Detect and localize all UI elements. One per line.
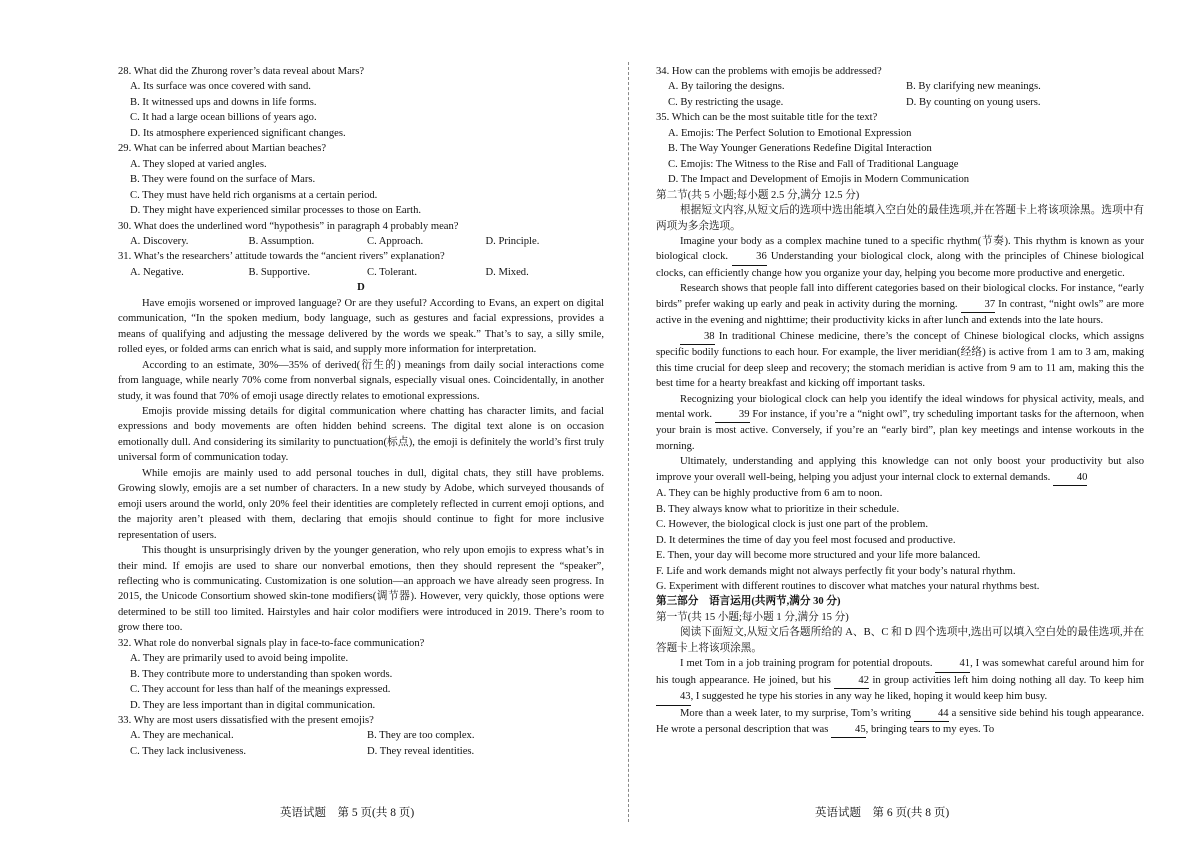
option: C. It had a large ocean billions of years ago. (130, 112, 317, 124)
option: D. They reveal identities. (367, 745, 475, 757)
option: A. They sloped at varied angles. (130, 158, 267, 170)
text: In contrast, “night owls” are more active in the evening and nighttime; their productivity kicks in after lunch and extends into the late hours. (656, 298, 1144, 327)
blank-41: 41 (935, 656, 970, 672)
option: A. Discovery. (130, 235, 189, 247)
text: Understanding your biological clock, along with the principles of Chinese biological clocks, can efficiently change how you organize your day, helping you become more productive and energetic. (656, 251, 1145, 279)
question-35: 35. Which can be the most suitable title for the text? (656, 112, 878, 124)
section-heading: D (357, 282, 365, 294)
option: C. They lack inclusiveness. (130, 745, 247, 757)
option: C. Tolerant. (367, 266, 417, 278)
option: C. Emojis: The Witness to the Rise and Fall of Traditional Language (668, 158, 959, 170)
text: More than a week later, to my surprise, Tom’s writing (680, 707, 911, 719)
left-column (118, 64, 604, 759)
option: C. By restricting the usage. (668, 96, 784, 108)
option: D. Mixed. (485, 266, 529, 278)
choice: F. Life and work demands might not always perfectly fit your body’s natural rhythm. (656, 565, 1016, 577)
blank-38: 38 (680, 329, 715, 345)
blank-37: 37 (961, 297, 996, 313)
choice: A. They can be highly productive from 6 am to noon. (656, 488, 883, 500)
page-footer-right: 英语试题 第 6 页(共 8 页) (815, 807, 950, 819)
passage-paragraph: This thought is unsurprisingly driven by the younger generation, who rely upon emojis to express what’s in their mind. If emojis are used to share our nonverbal emotions, then they should represent the “speaker”, reflecting who is communicating. Customization is one solution—an approach we have already seen progress. In 2015, the Unicode Consortium showed skin-tone modifiers(调节器). However, very quickly, those options were determined to be still too limited. Hairstyles and hair color modifiers were introduced in 2019. There’s room to grow there too. (118, 545, 604, 634)
option: D. Its atmosphere experienced significant changes. (130, 127, 346, 139)
option: B. The Way Younger Generations Redefine Digital Interaction (668, 143, 932, 155)
text: I met Tom in a job training program for potential dropouts. (680, 658, 933, 670)
option: A. Emojis: The Perfect Solution to Emotional Expression (668, 127, 912, 139)
passage-paragraph (656, 706, 1144, 739)
options-row (118, 234, 604, 249)
part3-title: 第三部分 语言运用(共两节,满分 30 分) (656, 596, 841, 608)
passage-paragraph (656, 656, 1144, 705)
passage-paragraph: According to an estimate, 30%—35% of derived(衍生的) meanings from daily social interactions come from language, while nearly 70% come from nonverbal signals, especially visual ones. Coincidentally, in another study, it was found that 70% of emoji usage directly relates to emotional expressions. (118, 359, 604, 402)
option: B. They were found on the surface of Mars. (130, 174, 316, 186)
option: A. They are mechanical. (130, 730, 234, 742)
blank-44: 44 (914, 706, 949, 722)
choice: C. However, the biological clock is just one part of the problem. (656, 519, 929, 531)
passage-paragraph (656, 329, 1144, 392)
option: D. Principle. (485, 235, 540, 247)
question-31: 31. What’s the researchers’ attitude towards the “ancient rivers” explanation? (118, 251, 445, 263)
right-column (656, 64, 1144, 738)
option: B. It witnessed ups and downs in life forms. (130, 96, 317, 108)
text: , I suggested he type his stories in any way he liked, hoping it would keep him busy. (690, 691, 1048, 703)
text: Imagine your body as a complex machine tuned to a specific rhythm(节奏). This rhythm is known as your biological clock. (656, 235, 1144, 263)
text: Recognizing your biological clock can help you identify the ideal windows for physical activity, meals, and mental work. (656, 393, 1144, 420)
section1-instructions: 阅读下面短文,从短文后各题所给的 A、B、C 和 D 四个选项中,选出可以填入空白处的最佳选项,并在答题卡上将该项涂黑。 (656, 627, 1144, 654)
blank-45: 45 (831, 722, 866, 738)
blank-43: 43 (656, 689, 691, 705)
section2-instructions: 根据短文内容,从短文后的选项中选出能填入空白处的最佳选项,并在答题卡上将该项涂黑。选项中有两项为多余选项。 (656, 205, 1144, 232)
choice: G. Experiment with different routines to discover what matches your natural rhythms best. (656, 580, 1040, 592)
question-30: 30. What does the underlined word “hypothesis” in paragraph 4 probably mean? (118, 220, 459, 232)
passage-paragraph (656, 281, 1144, 328)
passage-paragraph (656, 234, 1144, 281)
text: In traditional Chinese medicine, there’s the concept of Chinese biological clocks, which assigns specific bodily functions to each hour. For example, the liver meridian(经络) is active from 1 am to 3 am, making this time crucial for deep sleep and recovery; the stomach meridian is active from 9 am to 11 am, making this the best time for a hearty breakfast and kicking off important tasks. (656, 330, 1144, 390)
option: C. They must have held rich organisms at a certain period. (130, 189, 378, 201)
option: D. The Impact and Development of Emojis in Modern Communication (668, 174, 970, 186)
question-34: 34. How can the problems with emojis be addressed? (656, 66, 882, 77)
option: A. Negative. (130, 266, 184, 278)
option: B. By clarifying new meanings. (906, 81, 1041, 93)
text: , I was somewhat careful around him for his tough appearance. He joined, but his (656, 658, 1144, 686)
option: B. Supportive. (248, 266, 311, 278)
option: B. They contribute more to understanding than spoken words. (130, 668, 393, 680)
passage-paragraph (656, 392, 1144, 455)
option: A. Its surface was once covered with sand. (130, 81, 311, 93)
option: D. By counting on young users. (906, 96, 1041, 108)
question-28: 28. What did the Zhurong rover’s data reveal about Mars? (118, 66, 365, 77)
blank-36: 36 (732, 249, 767, 265)
choice: E. Then, your day will become more structured and your life more balanced. (656, 550, 981, 562)
option: B. They are too complex. (367, 730, 475, 742)
question-29: 29. What can be inferred about Martian beaches? (118, 143, 327, 155)
option: D. They are less important than in digital communication. (130, 699, 376, 711)
option: A. They are primarily used to avoid being impolite. (130, 653, 349, 665)
text: Research shows that people fall into different categories based on their biological clocks. For instance, “early birds” prefer waking up early and peak in activity during the morning. (656, 283, 1144, 310)
section1-title: 第一节(共 15 小题;每小题 1 分,满分 15 分) (656, 611, 849, 623)
options-row (118, 728, 604, 743)
text: in group activities left him doing nothing all day. To keep him (872, 674, 1145, 686)
option: D. They might have experienced similar processes to those on Earth. (130, 205, 422, 217)
options-row (656, 79, 1144, 94)
choice: B. They always know what to prioritize in their schedule. (656, 503, 900, 515)
blank-40: 40 (1053, 470, 1088, 486)
options-row (118, 265, 604, 280)
question-32: 32. What role do nonverbal signals play in face-to-face communication? (118, 637, 425, 649)
text: , bringing tears to my eyes. To (865, 724, 995, 736)
choice: D. It determines the time of day you feel most focused and productive. (656, 534, 956, 546)
options-row (656, 95, 1144, 110)
page-footer-left: 英语试题 第 5 页(共 8 页) (280, 807, 415, 819)
passage-paragraph: While emojis are mainly used to add personal touches in dull, digital chats, they still have problems. Growing slowly, emojis are a set number of characters. In a new study by Adobe, which surveyed thousands of emoji users around the world, only 20% feel their identities are completely reflected in current emoji options, and the majority aren’t pleased with them, declaring that emojis should continue to fight for more inclusive representation of users. (118, 467, 604, 541)
section2-title: 第二节(共 5 小题;每小题 2.5 分,满分 12.5 分) (656, 189, 860, 201)
text: For instance, if you’re a “night owl”, try scheduling important tasks for the afternoon, when your brain is most active. Conversely, if you’re an “early bird”, plan key meetings and intense workouts in the morning. (656, 408, 1144, 452)
option: B. Assumption. (248, 235, 315, 247)
option: C. They account for less than half of the meanings expressed. (130, 684, 391, 696)
passage-paragraph: Have emojis worsened or improved language? Or are they useful? According to Evans, an expert on digital communication, “In the spoken medium, body language, such as gestures and facial expressions, provides a means of qualifying and adjusting the message delivered by the words we speak.” That’s to say, a silly smile, rolled eyes, or folded arms can enrich what is said, and supply more information for interpretation. (118, 297, 604, 356)
column-divider (628, 62, 629, 822)
passage-paragraph (656, 454, 1144, 486)
options-row (118, 744, 604, 759)
text: Ultimately, understanding and applying this knowledge can not only boost your productivity but also improve your overall well-being, helping you adjust your internal clock to external demands. (656, 456, 1144, 483)
question-33: 33. Why are most users dissatisfied with the present emojis? (118, 715, 374, 727)
blank-39: 39 (715, 407, 750, 423)
option: A. By tailoring the designs. (668, 81, 785, 93)
passage-paragraph: Emojis provide missing details for digital communication where chatting has character limits, and facial expressions and body movements are often hidden behind screens. The digital text alone is on occasion emotionally dull. And considering its similarity to punctuation(标点), the emoji is definitely the world’s first truly universal form of communication today. (118, 405, 604, 464)
text: a sensitive side behind his tough appearance. He wrote a personal description that was (656, 707, 1144, 736)
option: C. Approach. (367, 235, 424, 247)
blank-42: 42 (834, 673, 869, 689)
